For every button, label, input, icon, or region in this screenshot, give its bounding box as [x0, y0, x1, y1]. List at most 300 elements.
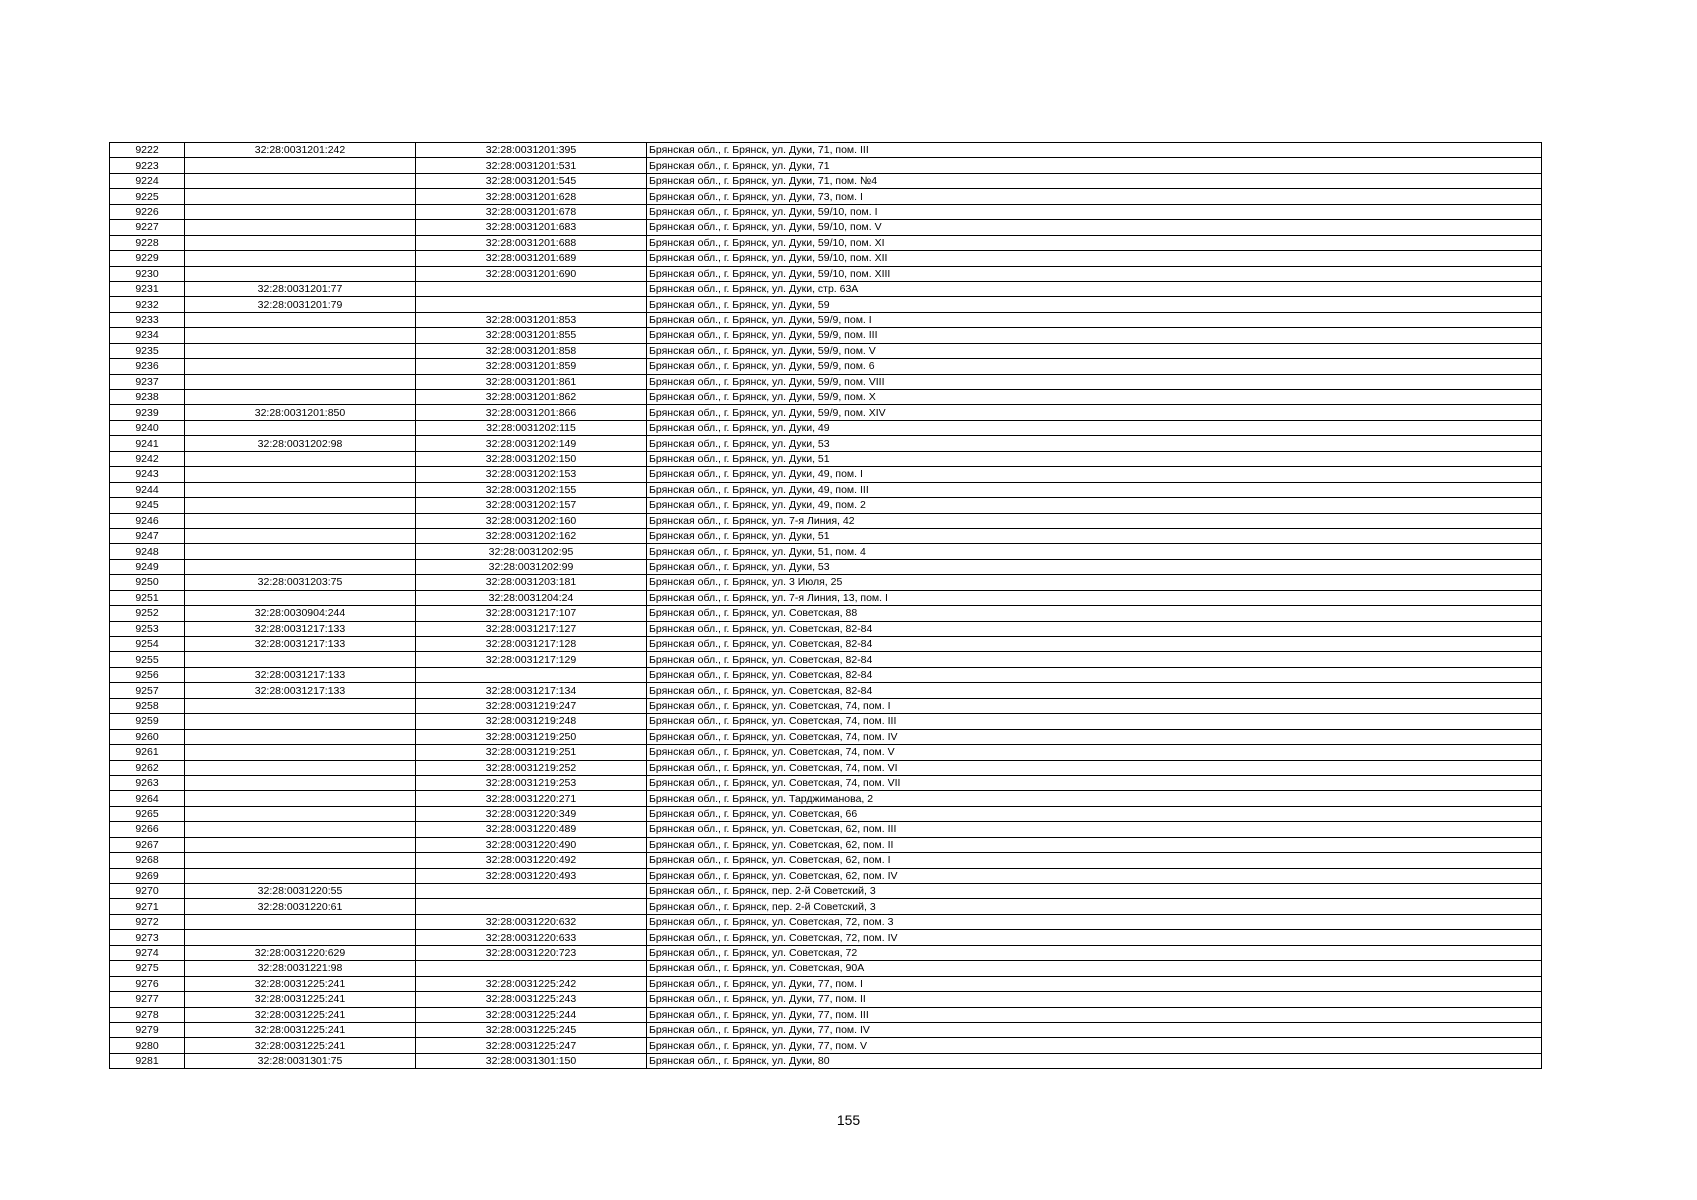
row-number-cell: 9253: [110, 621, 185, 636]
row-number-cell: 9241: [110, 436, 185, 451]
address-cell: Брянская обл., г. Брянск, ул. Дуки, 71: [647, 158, 1542, 173]
row-number-cell: 9236: [110, 359, 185, 374]
table-row: [110, 683, 1542, 698]
object-number-cell: 32:28:0031219:247: [416, 698, 647, 713]
parcel-number-cell: [185, 343, 416, 358]
parcel-number-cell: [185, 745, 416, 760]
table-row: [110, 714, 1542, 729]
row-number-cell: 9267: [110, 837, 185, 852]
address-cell: Брянская обл., г. Брянск, ул. Дуки, 73, пом. I: [647, 189, 1542, 204]
table-row: [110, 884, 1542, 899]
row-number-cell: 9243: [110, 467, 185, 482]
row-number-cell: 9242: [110, 451, 185, 466]
page-number: 155: [836, 1112, 861, 1128]
parcel-number-cell: 32:28:0031301:75: [185, 1053, 416, 1068]
table-row: [110, 976, 1542, 991]
address-cell: Брянская обл., г. Брянск, ул. Советская, 66: [647, 806, 1542, 821]
row-number-cell: 9280: [110, 1038, 185, 1053]
parcel-number-cell: [185, 420, 416, 435]
row-number-cell: 9222: [110, 143, 185, 158]
address-cell: Брянская обл., г. Брянск, ул. Советская, 82-84: [647, 683, 1542, 698]
object-number-cell: 32:28:0031217:127: [416, 621, 647, 636]
table-row: [110, 158, 1542, 173]
table-row: [110, 266, 1542, 281]
row-number-cell: 9276: [110, 976, 185, 991]
table-row: [110, 575, 1542, 590]
table-row: [110, 853, 1542, 868]
table-row: [110, 698, 1542, 713]
object-number-cell: 32:28:0031220:490: [416, 837, 647, 852]
row-number-cell: 9262: [110, 760, 185, 775]
row-number-cell: 9228: [110, 235, 185, 250]
object-number-cell: 32:28:0031201:683: [416, 220, 647, 235]
table-row: [110, 528, 1542, 543]
table-row: [110, 420, 1542, 435]
parcel-number-cell: [185, 652, 416, 667]
table-row: [110, 868, 1542, 883]
address-cell: Брянская обл., г. Брянск, ул. Дуки, 59/10, пом. XIII: [647, 266, 1542, 281]
object-number-cell: 32:28:0031219:248: [416, 714, 647, 729]
row-number-cell: 9229: [110, 251, 185, 266]
address-cell: Брянская обл., г. Брянск, ул. Дуки, 59: [647, 297, 1542, 312]
object-number-cell: 32:28:0031219:253: [416, 775, 647, 790]
row-number-cell: 9245: [110, 498, 185, 513]
object-number-cell: 32:28:0031201:545: [416, 173, 647, 188]
object-number-cell: 32:28:0031201:628: [416, 189, 647, 204]
address-cell: Брянская обл., г. Брянск, ул. Дуки, 59/9, пом. V: [647, 343, 1542, 358]
object-number-cell: 32:28:0031201:853: [416, 312, 647, 327]
parcel-number-cell: [185, 312, 416, 327]
address-cell: Брянская обл., г. Брянск, ул. Дуки, 59/9, пом. I: [647, 312, 1542, 327]
table-row: [110, 1007, 1542, 1022]
row-number-cell: 9238: [110, 390, 185, 405]
row-number-cell: 9279: [110, 1022, 185, 1037]
parcel-number-cell: 32:28:0031217:133: [185, 637, 416, 652]
address-cell: Брянская обл., г. Брянск, ул. Дуки, 59/9, пом. XIV: [647, 405, 1542, 420]
object-number-cell: [416, 899, 647, 914]
parcel-number-cell: 32:28:0031221:98: [185, 961, 416, 976]
row-number-cell: 9257: [110, 683, 185, 698]
parcel-number-cell: [185, 590, 416, 605]
row-number-cell: 9223: [110, 158, 185, 173]
parcel-number-cell: [185, 806, 416, 821]
table-row: [110, 1022, 1542, 1037]
row-number-cell: 9277: [110, 992, 185, 1007]
row-number-cell: 9281: [110, 1053, 185, 1068]
parcel-number-cell: 32:28:0031203:75: [185, 575, 416, 590]
row-number-cell: 9240: [110, 420, 185, 435]
row-number-cell: 9259: [110, 714, 185, 729]
row-number-cell: 9265: [110, 806, 185, 821]
parcel-number-cell: [185, 775, 416, 790]
address-cell: Брянская обл., г. Брянск, ул. Советская, 74, пом. I: [647, 698, 1542, 713]
address-cell: Брянская обл., г. Брянск, ул. Дуки, 77, пом. V: [647, 1038, 1542, 1053]
object-number-cell: 32:28:0031220:633: [416, 930, 647, 945]
parcel-number-cell: [185, 235, 416, 250]
parcel-number-cell: 32:28:0031217:133: [185, 683, 416, 698]
address-cell: Брянская обл., г. Брянск, ул. Советская, 74, пом. IV: [647, 729, 1542, 744]
table-row: [110, 606, 1542, 621]
parcel-number-cell: 32:28:0031217:133: [185, 667, 416, 682]
object-number-cell: 32:28:0031202:162: [416, 528, 647, 543]
address-cell: Брянская обл., г. Брянск, ул. Советская, 62, пом. II: [647, 837, 1542, 852]
object-number-cell: 32:28:0031217:128: [416, 637, 647, 652]
object-number-cell: [416, 297, 647, 312]
object-number-cell: 32:28:0031219:252: [416, 760, 647, 775]
row-number-cell: 9234: [110, 328, 185, 343]
row-number-cell: 9231: [110, 281, 185, 296]
row-number-cell: 9272: [110, 914, 185, 929]
table-row: [110, 189, 1542, 204]
address-cell: Брянская обл., г. Брянск, ул. Советская, 72, пом. 3: [647, 914, 1542, 929]
parcel-number-cell: [185, 760, 416, 775]
object-number-cell: 32:28:0031202:155: [416, 482, 647, 497]
address-cell: Брянская обл., г. Брянск, ул. Дуки, 77, пом. I: [647, 976, 1542, 991]
registry-table: [109, 142, 1542, 1069]
row-number-cell: 9261: [110, 745, 185, 760]
address-cell: Брянская обл., г. Брянск, ул. Дуки, 51: [647, 451, 1542, 466]
table-row: [110, 806, 1542, 821]
row-number-cell: 9252: [110, 606, 185, 621]
row-number-cell: 9273: [110, 930, 185, 945]
address-cell: Брянская обл., г. Брянск, ул. Дуки, 49, пом. 2: [647, 498, 1542, 513]
row-number-cell: 9247: [110, 528, 185, 543]
object-number-cell: 32:28:0031201:689: [416, 251, 647, 266]
object-number-cell: 32:28:0031301:150: [416, 1053, 647, 1068]
row-number-cell: 9237: [110, 374, 185, 389]
parcel-number-cell: [185, 204, 416, 219]
parcel-number-cell: 32:28:0031202:98: [185, 436, 416, 451]
parcel-number-cell: 32:28:0030904:244: [185, 606, 416, 621]
parcel-number-cell: [185, 914, 416, 929]
address-cell: Брянская обл., г. Брянск, ул. Дуки, 77, пом. II: [647, 992, 1542, 1007]
row-number-cell: 9256: [110, 667, 185, 682]
table-row: [110, 791, 1542, 806]
row-number-cell: 9248: [110, 544, 185, 559]
table-row: [110, 235, 1542, 250]
address-cell: Брянская обл., г. Брянск, ул. Дуки, 59/9, пом. III: [647, 328, 1542, 343]
table-row: [110, 930, 1542, 945]
address-cell: Брянская обл., г. Брянск, ул. Дуки, 59/10, пом. I: [647, 204, 1542, 219]
object-number-cell: 32:28:0031201:395: [416, 143, 647, 158]
address-cell: Брянская обл., г. Брянск, пер. 2-й Советский, 3: [647, 899, 1542, 914]
parcel-number-cell: [185, 467, 416, 482]
parcel-number-cell: [185, 868, 416, 883]
table-row: [110, 899, 1542, 914]
table-row: [110, 667, 1542, 682]
address-cell: Брянская обл., г. Брянск, ул. Дуки, 59/10, пом. V: [647, 220, 1542, 235]
table-row: [110, 652, 1542, 667]
object-number-cell: 32:28:0031201:866: [416, 405, 647, 420]
object-number-cell: 32:28:0031202:149: [416, 436, 647, 451]
table-row: [110, 328, 1542, 343]
address-cell: Брянская обл., г. Брянск, ул. Дуки, 71, пом. №4: [647, 173, 1542, 188]
row-number-cell: 9233: [110, 312, 185, 327]
table-row: [110, 390, 1542, 405]
table-row: [110, 914, 1542, 929]
object-number-cell: 32:28:0031202:153: [416, 467, 647, 482]
table-row: [110, 760, 1542, 775]
row-number-cell: 9227: [110, 220, 185, 235]
object-number-cell: 32:28:0031220:632: [416, 914, 647, 929]
parcel-number-cell: [185, 559, 416, 574]
object-number-cell: 32:28:0031202:150: [416, 451, 647, 466]
parcel-number-cell: [185, 714, 416, 729]
parcel-number-cell: 32:28:0031225:241: [185, 992, 416, 1007]
table-row: [110, 173, 1542, 188]
row-number-cell: 9255: [110, 652, 185, 667]
parcel-number-cell: [185, 837, 416, 852]
parcel-number-cell: [185, 328, 416, 343]
parcel-number-cell: [185, 498, 416, 513]
parcel-number-cell: [185, 791, 416, 806]
table-row: [110, 297, 1542, 312]
object-number-cell: [416, 884, 647, 899]
table-row: [110, 359, 1542, 374]
parcel-number-cell: 32:28:0031225:241: [185, 1007, 416, 1022]
object-number-cell: 32:28:0031225:247: [416, 1038, 647, 1053]
address-cell: Брянская обл., г. Брянск, ул. Советская, 82-84: [647, 652, 1542, 667]
table-row: [110, 775, 1542, 790]
object-number-cell: 32:28:0031225:245: [416, 1022, 647, 1037]
address-cell: Брянская обл., г. Брянск, ул. 3 Июля, 25: [647, 575, 1542, 590]
object-number-cell: 32:28:0031201:690: [416, 266, 647, 281]
parcel-number-cell: 32:28:0031225:241: [185, 976, 416, 991]
address-cell: Брянская обл., г. Брянск, ул. Советская, 72, пом. IV: [647, 930, 1542, 945]
parcel-number-cell: [185, 853, 416, 868]
parcel-number-cell: [185, 158, 416, 173]
parcel-number-cell: 32:28:0031201:850: [185, 405, 416, 420]
object-number-cell: 32:28:0031201:861: [416, 374, 647, 389]
table-row: [110, 992, 1542, 1007]
object-number-cell: 32:28:0031202:95: [416, 544, 647, 559]
address-cell: Брянская обл., г. Брянск, ул. Дуки, стр. 63А: [647, 281, 1542, 296]
table-row: [110, 312, 1542, 327]
parcel-number-cell: [185, 189, 416, 204]
table-row: [110, 590, 1542, 605]
parcel-number-cell: 32:28:0031220:629: [185, 945, 416, 960]
object-number-cell: 32:28:0031201:858: [416, 343, 647, 358]
table-row: [110, 822, 1542, 837]
row-number-cell: 9232: [110, 297, 185, 312]
address-cell: Брянская обл., г. Брянск, ул. Советская, 74, пом. VI: [647, 760, 1542, 775]
object-number-cell: [416, 281, 647, 296]
parcel-number-cell: [185, 173, 416, 188]
object-number-cell: 32:28:0031201:859: [416, 359, 647, 374]
row-number-cell: 9224: [110, 173, 185, 188]
object-number-cell: 32:28:0031202:115: [416, 420, 647, 435]
object-number-cell: 32:28:0031220:349: [416, 806, 647, 821]
parcel-number-cell: 32:28:0031225:241: [185, 1038, 416, 1053]
object-number-cell: 32:28:0031220:493: [416, 868, 647, 883]
table-row: [110, 1038, 1542, 1053]
address-cell: Брянская обл., г. Брянск, ул. Дуки, 49, пом. III: [647, 482, 1542, 497]
object-number-cell: 32:28:0031219:250: [416, 729, 647, 744]
parcel-number-cell: [185, 359, 416, 374]
row-number-cell: 9271: [110, 899, 185, 914]
table-row: [110, 945, 1542, 960]
parcel-number-cell: [185, 528, 416, 543]
row-number-cell: 9268: [110, 853, 185, 868]
row-number-cell: 9275: [110, 961, 185, 976]
parcel-number-cell: [185, 451, 416, 466]
parcel-number-cell: 32:28:0031201:79: [185, 297, 416, 312]
table-row: [110, 204, 1542, 219]
parcel-number-cell: [185, 374, 416, 389]
parcel-number-cell: [185, 266, 416, 281]
row-number-cell: 9226: [110, 204, 185, 219]
row-number-cell: 9266: [110, 822, 185, 837]
parcel-number-cell: [185, 930, 416, 945]
address-cell: Брянская обл., г. Брянск, ул. Дуки, 51: [647, 528, 1542, 543]
row-number-cell: 9264: [110, 791, 185, 806]
object-number-cell: 32:28:0031202:160: [416, 513, 647, 528]
registry-table-body: [110, 143, 1542, 1069]
object-number-cell: 32:28:0031203:181: [416, 575, 647, 590]
row-number-cell: 9258: [110, 698, 185, 713]
address-cell: Брянская обл., г. Брянск, ул. Дуки, 77, пом. IV: [647, 1022, 1542, 1037]
address-cell: Брянская обл., г. Брянск, ул. Дуки, 49: [647, 420, 1542, 435]
parcel-number-cell: [185, 390, 416, 405]
row-number-cell: 9270: [110, 884, 185, 899]
table-row: [110, 143, 1542, 158]
object-number-cell: 32:28:0031217:129: [416, 652, 647, 667]
table-row: [110, 220, 1542, 235]
object-number-cell: 32:28:0031204:24: [416, 590, 647, 605]
object-number-cell: 32:28:0031201:855: [416, 328, 647, 343]
object-number-cell: 32:28:0031225:243: [416, 992, 647, 1007]
parcel-number-cell: [185, 251, 416, 266]
address-cell: Брянская обл., г. Брянск, ул. Дуки, 71, пом. III: [647, 143, 1542, 158]
row-number-cell: 9274: [110, 945, 185, 960]
parcel-number-cell: 32:28:0031201:242: [185, 143, 416, 158]
row-number-cell: 9239: [110, 405, 185, 420]
address-cell: Брянская обл., г. Брянск, ул. Дуки, 80: [647, 1053, 1542, 1068]
table-row: [110, 513, 1542, 528]
table-row: [110, 559, 1542, 574]
address-cell: Брянская обл., г. Брянск, ул. Советская, 62, пом. I: [647, 853, 1542, 868]
row-number-cell: 9246: [110, 513, 185, 528]
address-cell: Брянская обл., г. Брянск, ул. Дуки, 53: [647, 559, 1542, 574]
table-row: [110, 482, 1542, 497]
object-number-cell: 32:28:0031217:134: [416, 683, 647, 698]
object-number-cell: 32:28:0031220:492: [416, 853, 647, 868]
object-number-cell: 32:28:0031201:862: [416, 390, 647, 405]
address-cell: Брянская обл., г. Брянск, ул. Дуки, 51, пом. 4: [647, 544, 1542, 559]
parcel-number-cell: [185, 220, 416, 235]
object-number-cell: 32:28:0031201:531: [416, 158, 647, 173]
object-number-cell: 32:28:0031217:107: [416, 606, 647, 621]
row-number-cell: 9260: [110, 729, 185, 744]
row-number-cell: 9230: [110, 266, 185, 281]
address-cell: Брянская обл., г. Брянск, ул. Советская, 90А: [647, 961, 1542, 976]
address-cell: Брянская обл., г. Брянск, ул. Советская, 62, пом. IV: [647, 868, 1542, 883]
parcel-number-cell: [185, 513, 416, 528]
address-cell: Брянская обл., г. Брянск, ул. Дуки, 59/9, пом. VIII: [647, 374, 1542, 389]
table-row: [110, 467, 1542, 482]
table-row: [110, 405, 1542, 420]
row-number-cell: 9278: [110, 1007, 185, 1022]
parcel-number-cell: [185, 544, 416, 559]
address-cell: Брянская обл., г. Брянск, ул. Дуки, 59/10, пом. XI: [647, 235, 1542, 250]
object-number-cell: [416, 961, 647, 976]
parcel-number-cell: 32:28:0031220:61: [185, 899, 416, 914]
address-cell: Брянская обл., г. Брянск, ул. Советская, 72: [647, 945, 1542, 960]
table-row: [110, 621, 1542, 636]
object-number-cell: [416, 667, 647, 682]
table-row: [110, 745, 1542, 760]
table-row: [110, 281, 1542, 296]
object-number-cell: 32:28:0031225:242: [416, 976, 647, 991]
table-row: [110, 729, 1542, 744]
row-number-cell: 9249: [110, 559, 185, 574]
table-row: [110, 251, 1542, 266]
address-cell: Брянская обл., г. Брянск, ул. Дуки, 59/9, пом. 6: [647, 359, 1542, 374]
address-cell: Брянская обл., г. Брянск, ул. Дуки, 53: [647, 436, 1542, 451]
object-number-cell: 32:28:0031201:678: [416, 204, 647, 219]
object-number-cell: 32:28:0031220:723: [416, 945, 647, 960]
row-number-cell: 9250: [110, 575, 185, 590]
parcel-number-cell: 32:28:0031225:241: [185, 1022, 416, 1037]
row-number-cell: 9251: [110, 590, 185, 605]
table-row: [110, 451, 1542, 466]
address-cell: Брянская обл., г. Брянск, ул. Дуки, 59/9, пом. X: [647, 390, 1542, 405]
table-row: [110, 544, 1542, 559]
table-row: [110, 374, 1542, 389]
table-row: [110, 343, 1542, 358]
table-row: [110, 436, 1542, 451]
parcel-number-cell: [185, 482, 416, 497]
object-number-cell: 32:28:0031202:157: [416, 498, 647, 513]
address-cell: Брянская обл., г. Брянск, ул. Дуки, 77, пом. III: [647, 1007, 1542, 1022]
object-number-cell: 32:28:0031220:271: [416, 791, 647, 806]
object-number-cell: 32:28:0031219:251: [416, 745, 647, 760]
row-number-cell: 9244: [110, 482, 185, 497]
address-cell: Брянская обл., г. Брянск, ул. 7-я Линия, 13, пом. I: [647, 590, 1542, 605]
address-cell: Брянская обл., г. Брянск, ул. Дуки, 49, пом. I: [647, 467, 1542, 482]
object-number-cell: 32:28:0031201:688: [416, 235, 647, 250]
row-number-cell: 9225: [110, 189, 185, 204]
parcel-number-cell: [185, 729, 416, 744]
table-row: [110, 1053, 1542, 1068]
table-row: [110, 961, 1542, 976]
row-number-cell: 9263: [110, 775, 185, 790]
object-number-cell: 32:28:0031225:244: [416, 1007, 647, 1022]
address-cell: Брянская обл., г. Брянск, ул. Советская, 74, пом. V: [647, 745, 1542, 760]
parcel-number-cell: 32:28:0031217:133: [185, 621, 416, 636]
row-number-cell: 9254: [110, 637, 185, 652]
address-cell: Брянская обл., г. Брянск, ул. Советская, 82-84: [647, 621, 1542, 636]
parcel-number-cell: 32:28:0031220:55: [185, 884, 416, 899]
address-cell: Брянская обл., г. Брянск, ул. Советская, 74, пом. III: [647, 714, 1542, 729]
address-cell: Брянская обл., г. Брянск, пер. 2-й Советский, 3: [647, 884, 1542, 899]
address-cell: Брянская обл., г. Брянск, ул. Советская, 82-84: [647, 637, 1542, 652]
address-cell: Брянская обл., г. Брянск, ул. 7-я Линия, 42: [647, 513, 1542, 528]
row-number-cell: 9269: [110, 868, 185, 883]
address-cell: Брянская обл., г. Брянск, ул. Тарджиманова, 2: [647, 791, 1542, 806]
address-cell: Брянская обл., г. Брянск, ул. Советская, 62, пом. III: [647, 822, 1542, 837]
table-row: [110, 837, 1542, 852]
object-number-cell: 32:28:0031220:489: [416, 822, 647, 837]
table-row: [110, 498, 1542, 513]
table-row: [110, 637, 1542, 652]
address-cell: Брянская обл., г. Брянск, ул. Советская, 88: [647, 606, 1542, 621]
parcel-number-cell: 32:28:0031201:77: [185, 281, 416, 296]
address-cell: Брянская обл., г. Брянск, ул. Дуки, 59/10, пом. XII: [647, 251, 1542, 266]
address-cell: Брянская обл., г. Брянск, ул. Советская, 74, пом. VII: [647, 775, 1542, 790]
address-cell: Брянская обл., г. Брянск, ул. Советская, 82-84: [647, 667, 1542, 682]
parcel-number-cell: [185, 698, 416, 713]
